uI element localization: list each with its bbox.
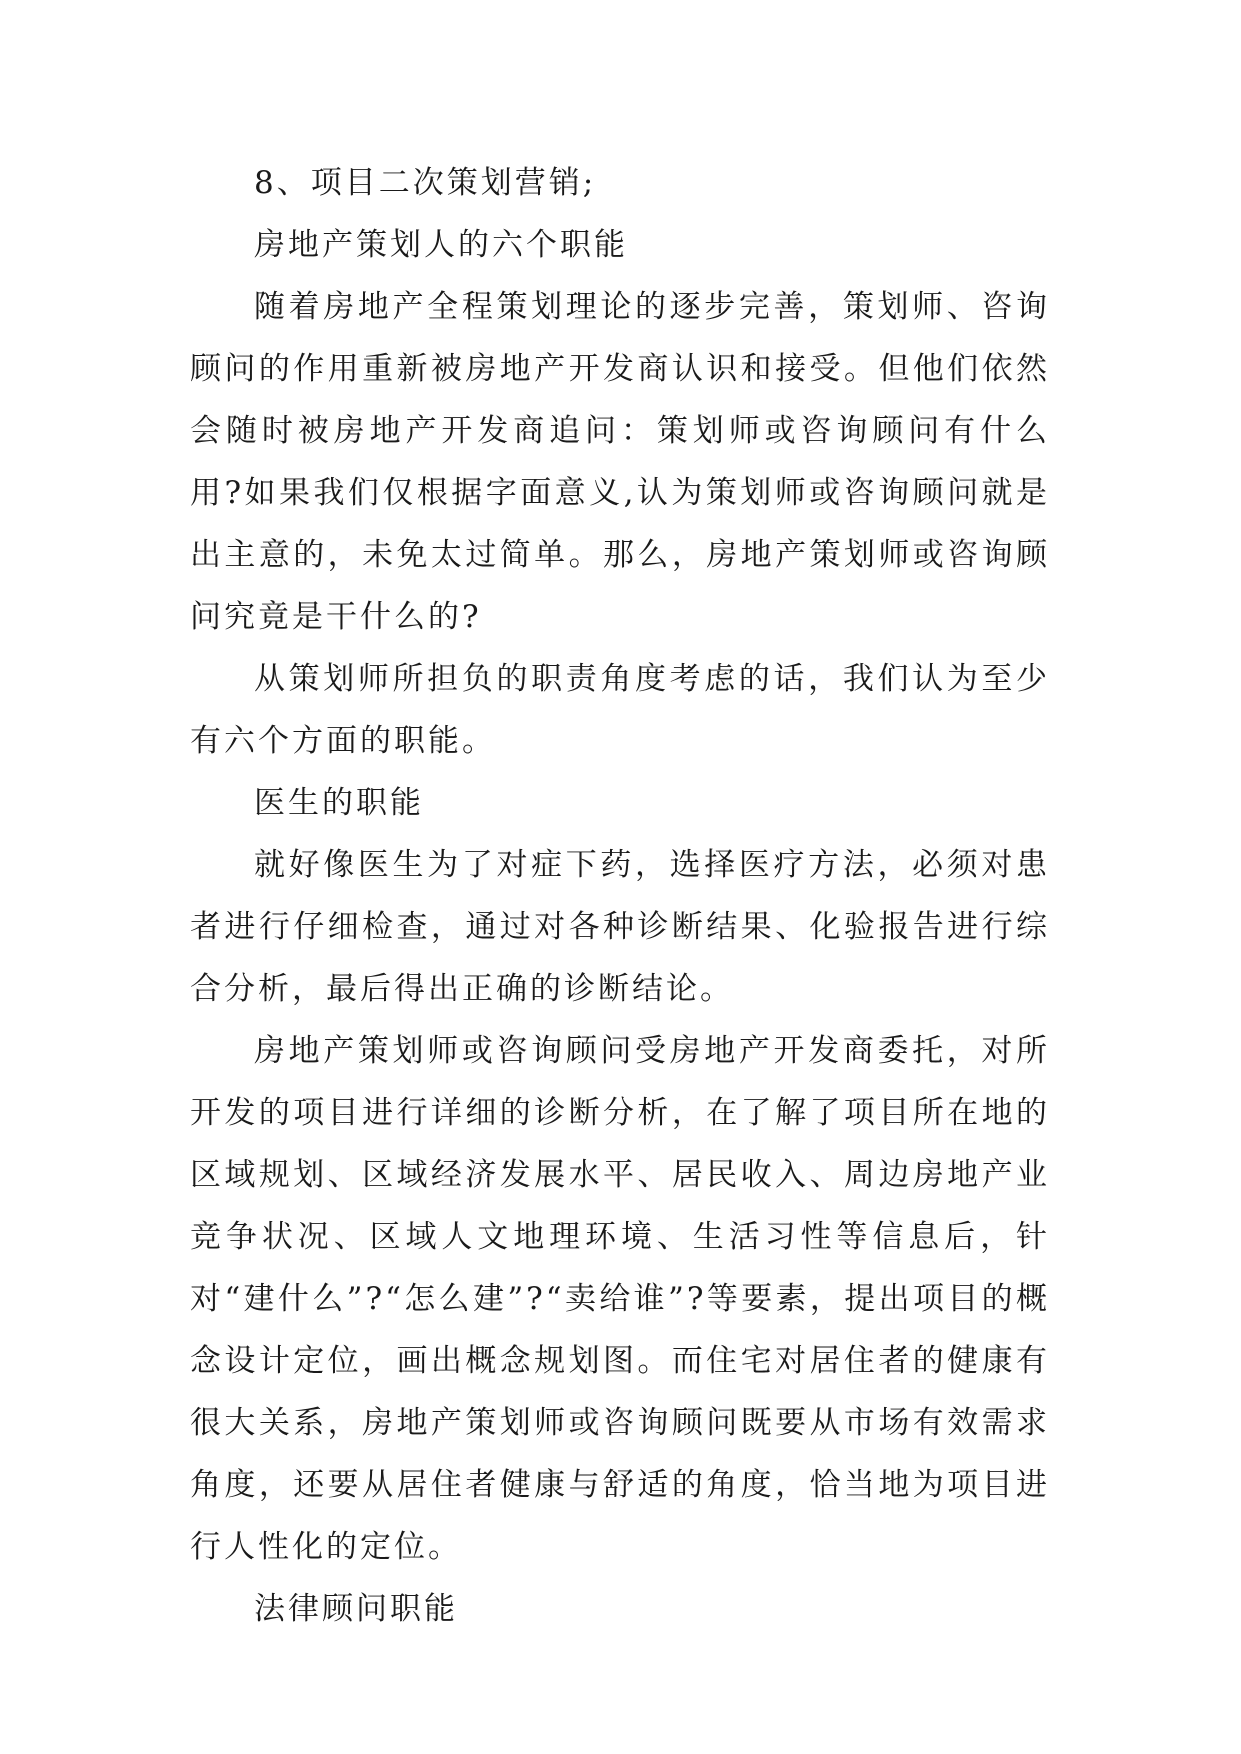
body-paragraph: 随着房地产全程策划理论的逐步完善，策划师、咨询顾问的作用重新被房地产开发商认识和接受。但他们依然会随时被房地产开发商追问：策划师或咨询顾问有什么用?如果我们仅根据字面意义,认为策划师或咨询顾问就是出主意的，未免太过简单。那么，房地产策划师或咨询顾问究竟是干什么的?: [190, 289, 1050, 635]
body-paragraph: 就好像医生为了对症下药，选择医疗方法，必须对患者进行仔细检查，通过对各种诊断结果、化验报告进行综合分析，最后得出正确的诊断结论。: [190, 847, 1050, 1007]
section-heading: 房地产策划人的六个职能: [254, 227, 628, 263]
subsection-heading: 医生的职能: [254, 785, 424, 821]
body-paragraph: 房地产策划师或咨询顾问受房地产开发商委托，对所开发的项目进行详细的诊断分析，在了解了项目所在地的区域规划、区域经济发展水平、居民收入、周边房地产业竞争状况、区域人文地理环境、生活习性等信息后，针对“建什么”?“怎么建”?“卖给谁”?等要素，提出项目的概念设计定位，画出概念规划图。而住宅对居住者的健康有很大关系，房地产策划师或咨询顾问既要从市场有效需求角度，还要从居住者健康与舒适的角度，恰当地为项目进行人性化的定位。: [190, 1033, 1050, 1565]
list-item-8: 8、项目二次策划营销;: [254, 165, 597, 201]
document-body: [190, 152, 1050, 1640]
subsection-heading: 法律顾问职能: [254, 1591, 458, 1627]
body-paragraph: 从策划师所担负的职责角度考虑的话，我们认为至少有六个方面的职能。: [190, 661, 1050, 759]
